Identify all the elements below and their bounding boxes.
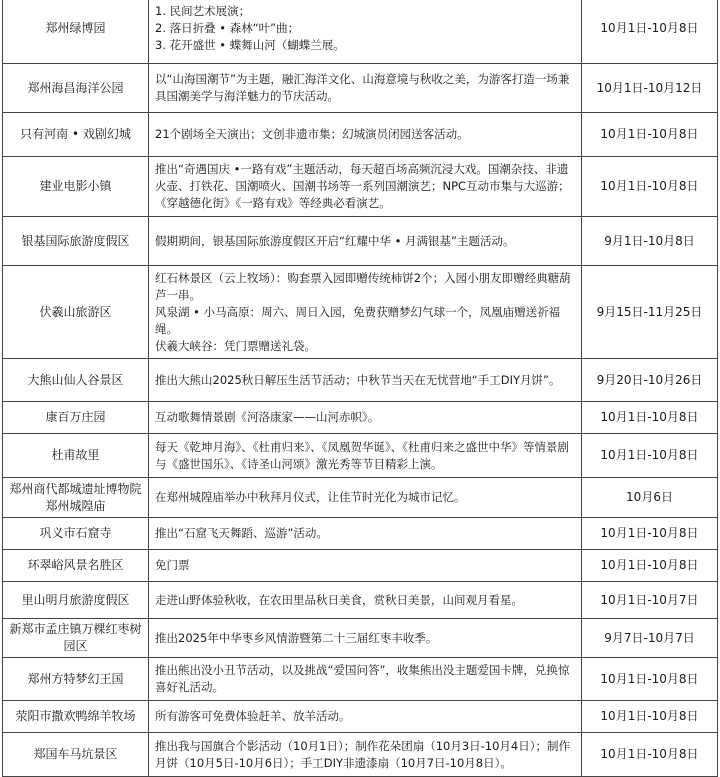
description-cell (149, 478, 582, 518)
table-row (3, 359, 718, 402)
date-range-cell: 10月1日-10月8日 (582, 658, 718, 701)
description-line: 推出我与国旗合个影活动（10月1日）；制作花朵团扇（10月3日-10月4日）；制作月饼（10月5日-10月6日）；手工DIY非遗漆扇（10月7日-10月8日）。 (155, 738, 570, 770)
venue-cell: 杜甫故里 (3, 434, 149, 478)
table-row (3, 266, 718, 359)
table-row (3, 582, 718, 619)
description-line: 在郑州城隍庙举办中秋拜月仪式，让佳节时光化为城市记忆。 (155, 490, 466, 504)
date-range-cell: 10月1日-10月8日 (582, 733, 718, 777)
venue-cell: 荥阳市撒欢鸭绵羊牧场 (3, 701, 149, 733)
date-range-cell: 10月1日-10月8日 (582, 157, 718, 217)
date-range-cell: 9月15日-11月25日 (582, 266, 718, 359)
venue-cell: 银基国际旅游度假区 (3, 217, 149, 266)
description-line: 推出熊出没小丑节活动，以及挑战“爱国问答”，收集熊出没主题爱国卡牌，兑换惊喜好礼活动。 (155, 663, 570, 694)
description-cell (149, 619, 582, 658)
description-line: 21个剧场全天演出；文创非遗市集；幻城演员闭园送客活动。 (155, 127, 469, 141)
venue-cell: 康百万庄园 (3, 402, 149, 434)
date-range-cell: 10月1日-10月7日 (582, 582, 718, 619)
venue-cell: 里山明月旅游度假区 (3, 582, 149, 619)
table-row (3, 0, 718, 64)
description-line: 推出2025年中华枣乡风情游暨第二十三届红枣丰收季。 (155, 630, 438, 645)
date-range-cell: 10月1日-10月8日 (582, 0, 718, 64)
date-range-cell: 10月1日-10月8日 (582, 550, 718, 582)
description-cell (149, 266, 582, 359)
description-cell (149, 402, 582, 434)
description-line: 2. 落日折叠 • 森林“叶”曲； (155, 20, 300, 35)
description-line: 推出大熊山2025秋日解压生活节活动；中秋节当天在无忧营地“手工DIY月饼”。 (155, 372, 561, 387)
description-line: 风泉湖 • 小马高原：周六、周日入园，免费获赠梦幻气球一个，凤凰庙赠送祈福绳。 (155, 304, 561, 336)
date-range-cell: 9月1日-10月8日 (582, 217, 718, 266)
date-range-cell: 10月1日-10月8日 (582, 701, 718, 733)
venue-cell: 郑州绿博园 (3, 0, 149, 64)
date-range-cell: 10月6日 (582, 478, 718, 518)
table-row (3, 113, 718, 157)
table-row (3, 701, 718, 733)
table-row (3, 478, 718, 518)
description-line: 所有游客可免费体验赶羊、放羊活动。 (155, 709, 351, 723)
description-line: 每天《乾坤月海》、《杜甫归来》、《凤凰贺华诞》、《杜甫归来之盛世中华》等情景剧与《盛世国乐》、《诗圣山河颂》激光秀等节目精彩上演。 (155, 439, 569, 471)
description-cell (149, 701, 582, 733)
description-line: 1. 民间艺术展演； (155, 3, 251, 18)
description-cell (149, 217, 582, 266)
table-row (3, 658, 718, 701)
description-cell (149, 157, 582, 217)
venue-cell: 新郑市孟庄镇万棵红枣树园区 (3, 619, 149, 658)
description-line: 伏羲大峡谷：凭门票赠送礼袋。 (155, 338, 316, 353)
description-line: 以“山海国潮节”为主题，融汇海洋文化、山海意境与秋收之美，为游客打造一场兼具国潮美学与海洋魅力的节庆活动。 (155, 72, 570, 103)
table-row (3, 518, 718, 550)
venue-cell: 环翠峪风景名胜区 (3, 550, 149, 582)
venue-cell: 郑州海昌海洋公园 (3, 64, 149, 113)
activities-table (2, 0, 718, 777)
venue-cell: 只有河南 • 戏剧幻城 (3, 113, 149, 157)
table-row (3, 434, 718, 478)
description-cell (149, 113, 582, 157)
description-line: 推出“奇遇国庆 •一路有戏”主题活动，每天超百场高频沉浸大戏。国潮杂技、非遗火壶、打铁花、国潮喷火、国潮书场等一系列国潮演艺；NPC互动市集与大巡游；《穿越德化街》《一路有戏》等经典必看演艺。 (155, 162, 570, 210)
description-cell (149, 0, 582, 64)
description-cell (149, 64, 582, 113)
description-line: 假期期间，银基国际旅游度假区开启“红耀中华 • 月满银基”主题活动。 (155, 233, 515, 248)
venue-cell: 伏羲山旅游区 (3, 266, 149, 359)
table-row (3, 157, 718, 217)
description-cell (149, 733, 582, 777)
venue-cell: 郑州商代都城遗址博物院郑州城隍庙 (3, 478, 149, 518)
table-row (3, 733, 718, 777)
description-line: 免门票 (155, 558, 190, 572)
activities-table-body (3, 0, 718, 777)
description-line: 互动歌舞情景剧《河洛康家——山河赤帜》。 (155, 410, 380, 424)
description-line: 推出“石窟飞天舞蹈、巡游”活动。 (155, 526, 328, 540)
description-cell (149, 359, 582, 402)
date-range-cell: 9月20日-10月26日 (582, 359, 718, 402)
description-line: 红石林景区（云上牧场）：购套票入园即赠传统柿饼2个；入园小朋友即赠经典糖葫芦一串。 (155, 270, 571, 302)
table-row (3, 619, 718, 658)
venue-cell: 大熊山仙人谷景区 (3, 359, 149, 402)
date-range-cell: 10月1日-10月8日 (582, 434, 718, 478)
date-range-cell: 10月1日-10月8日 (582, 518, 718, 550)
date-range-cell: 10月1日-10月8日 (582, 402, 718, 434)
description-cell (149, 658, 582, 701)
description-cell (149, 434, 582, 478)
venue-cell: 巩义市石窟寺 (3, 518, 149, 550)
table-row (3, 550, 718, 582)
venue-cell: 郑州方特梦幻王国 (3, 658, 149, 701)
table-row (3, 64, 718, 113)
description-cell (149, 550, 582, 582)
table-row (3, 402, 718, 434)
description-line: 走进山野体验秋收，在农田里品秋日美食，赏秋日美景，山间观月看星。 (155, 592, 523, 607)
venue-cell: 郑国车马坑景区 (3, 733, 149, 777)
venue-cell: 建业电影小镇 (3, 157, 149, 217)
table-row (3, 217, 718, 266)
date-range-cell: 10月1日-10月12日 (582, 64, 718, 113)
description-cell (149, 518, 582, 550)
date-range-cell: 9月7日-10月7日 (582, 619, 718, 658)
description-line: 3. 花开盛世 • 蝶舞山河（蝴蝶兰展。 (155, 37, 345, 52)
date-range-cell: 10月1日-10月8日 (582, 113, 718, 157)
description-cell (149, 582, 582, 619)
